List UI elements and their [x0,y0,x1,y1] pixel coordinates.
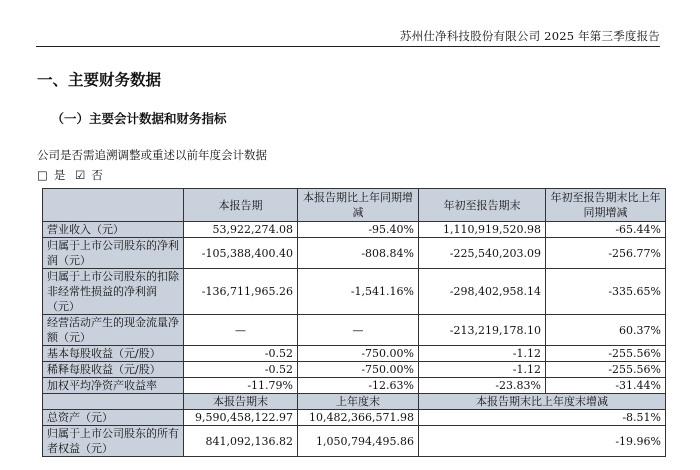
column-header: 本报告期 [184,189,298,222]
row-label: 加权平均净资产收益率 [43,378,184,394]
value-cell: -19.96% [419,426,666,457]
table-row [43,315,666,346]
row-label: 经营活动产生的现金流量净额（元） [43,315,184,346]
value-cell: -12.63% [298,378,419,394]
row-label: 归属于上市公司股东的所有者权益（元） [43,426,184,457]
row-label: 总资产（元） [43,410,184,426]
value-cell: 60.37% [546,315,666,346]
value-cell: 10,482,366,571.98 [298,410,419,426]
row-label: 稀释每股收益（元/股） [43,362,184,378]
table-header-row [43,189,666,222]
value-cell: -750.00% [298,362,419,378]
table-row [43,346,666,362]
value-cell: 9,590,458,122.97 [184,410,298,426]
value-cell: -255.56% [546,362,666,378]
value-cell: -1.12 [419,346,546,362]
value-cell: -95.40% [298,222,419,238]
header-divider [36,46,660,47]
table-row [43,426,666,457]
row-label: 营业收入（元） [43,222,184,238]
value-cell: 1,110,919,520.98 [419,222,546,238]
table-row [43,222,666,238]
value-cell: -23.83% [419,378,546,394]
value-cell: -1.12 [419,362,546,378]
value-cell: -8.51% [419,410,666,426]
option-yes-label: 是 [53,168,66,182]
value-cell: -0.52 [184,362,298,378]
unchecked-box-icon: □ [37,168,48,182]
column-header: 本报告期比上年同期增减 [298,189,419,222]
row-label: 归属于上市公司股东的净利润（元） [43,238,184,269]
restatement-options [37,167,109,183]
header-corner-cell [43,189,184,222]
header-corner-cell [43,394,184,410]
value-cell: -105,388,400.40 [184,238,298,269]
table-row [43,362,666,378]
value-cell: — [298,315,419,346]
value-cell: -0.52 [184,346,298,362]
table-row [43,410,666,426]
value-cell: 1,050,794,495.86 [298,426,419,457]
value-cell: -65.44% [546,222,666,238]
value-cell: — [184,315,298,346]
value-cell: -335.65% [546,269,666,315]
value-cell: -750.00% [298,346,419,362]
value-cell: -31.44% [546,378,666,394]
value-cell: -213,219,178.10 [419,315,546,346]
table-row [43,238,666,269]
column-header: 上年度末 [298,394,419,410]
subsection-title [37,109,227,127]
table-row [43,378,666,394]
checked-box-icon: ☑ [75,168,86,182]
value-cell: -11.79% [184,378,298,394]
row-label: 基本每股收益（元/股） [43,346,184,362]
value-cell: 841,092,136.82 [184,426,298,457]
section-title: 一、主要财务数据 [37,71,162,89]
table-header-row [43,394,666,410]
value-cell: -255.56% [546,346,666,362]
running-header: 苏州仕净科技股份有限公司 2025 年第三季度报告 [399,29,660,43]
value-cell: -225,540,203.09 [419,238,546,269]
column-header: 年初至报告期末 [419,189,546,222]
table-row [43,269,666,315]
restatement-question: 公司是否需追溯调整或重述以前年度会计数据 [37,148,267,162]
column-header: 年初至报告期末比上年同期增减 [546,189,666,222]
value-cell: 53,922,274.08 [184,222,298,238]
row-label: 归属于上市公司股东的扣除非经常性损益的净利润（元） [43,269,184,315]
subsection-number: （一） [51,111,89,126]
column-header: 本报告期末 [184,394,298,410]
column-header: 本报告期末比上年度末增减 [419,394,666,410]
subsection-label: 主要会计数据和财务指标 [89,111,227,126]
value-cell: -1,541.16% [298,269,419,315]
financial-indicators-table [42,188,666,457]
value-cell: -298,402,958.14 [419,269,546,315]
option-no-label: 否 [91,168,103,182]
value-cell: -808.84% [298,238,419,269]
value-cell: -136,711,965.26 [184,269,298,315]
value-cell: -256.77% [546,238,666,269]
